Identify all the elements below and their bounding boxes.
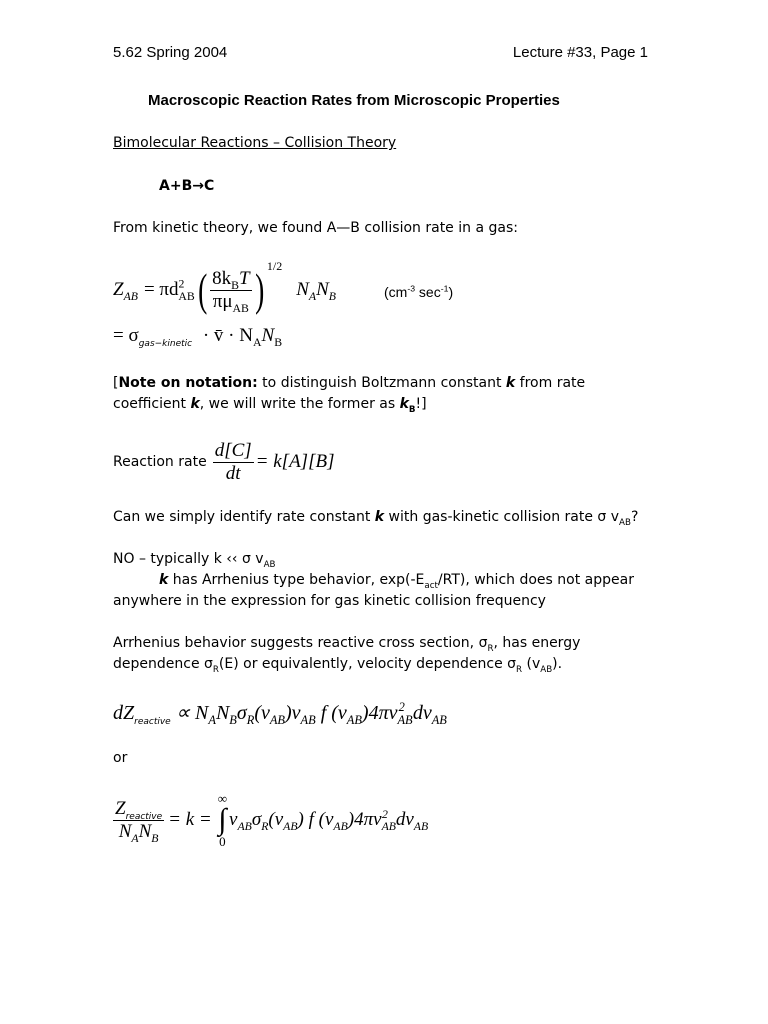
- section-heading: Bimolecular Reactions – Collision Theory: [113, 135, 397, 151]
- eq-fraction: $\frac{8k_BT}{\pi\mu_{AB}}$: [212, 267, 250, 315]
- k-eq-integrand: $v_{AB}\sigma_R(v_{AB})$ f $(v_{AB})4\pi v_{AB}^2$ $dv_{AB}$: [229, 807, 429, 833]
- collision-rate-equation: [113, 257, 336, 323]
- k-eq-equals: = k =: [168, 809, 212, 830]
- or-text: or: [113, 750, 128, 766]
- integral-sign: ∞ ∫ 0: [217, 791, 228, 849]
- left-paren: (: [197, 264, 208, 315]
- eq-lhs: $Z_{AB}$: [113, 279, 138, 303]
- k-integral-equation: [113, 790, 428, 850]
- arrhenius-line1: Arrhenius behavior suggests reactive cross section, $\sigma_R$, has energy: [113, 635, 581, 654]
- dz-reactive-equation: $dZ_{reactive} \propto N_AN_B\sigma_R(v_{AB})v_{AB}$ f $(v_{AB})4\pi v_{AB}^2$ $dv_{AB}$: [113, 700, 447, 727]
- kinetic-intro-text: From kinetic theory, we found A—B collision rate in a gas:: [113, 220, 518, 236]
- eq-exponent: 1/2: [266, 259, 283, 273]
- answer-line2: k has Arrhenius type behavior, $\exp(-E_{act}/RT)$, which does not appear: [159, 572, 634, 591]
- header-right: Lecture #33, Page 1: [512, 44, 648, 61]
- answer-line1: NO – typically k ‹‹ σ $v_{AB}$: [113, 551, 276, 570]
- reaction-equation: [159, 178, 214, 194]
- eq-tail: $N_AN_B$: [296, 279, 336, 303]
- reaction-product: C: [203, 178, 215, 194]
- rate-fraction: $\frac{d[C]}{dt}$: [214, 439, 252, 484]
- reaction-rate-label: Reaction rate: [113, 454, 207, 470]
- question-text: Can we simply identify rate constant k with gas-kinetic collision rate σ $v_{AB}$?: [113, 509, 639, 528]
- notation-note-line2: coefficient k, we will write the former as $k_B$!]: [113, 396, 427, 415]
- eq-pi-d: = $\pi d^2_{AB}$: [143, 277, 195, 303]
- header-left: 5.62 Spring 2004: [113, 44, 228, 61]
- rate-rhs: = k[A][B]: [255, 451, 335, 472]
- reaction-reactants: A+B: [159, 178, 193, 194]
- arrhenius-line2: dependence $\sigma_R(E)$ or equivalently, velocity dependence $\sigma_R$ $(v_{AB})$.: [113, 656, 563, 675]
- units-label: ($cm^{-3}$ $\sec^{-1}$): [384, 283, 454, 300]
- notation-note-line1: [Note on notation: to distinguish Boltzmann constant k from rate: [113, 375, 586, 391]
- reaction-arrow-icon: →: [192, 178, 204, 194]
- k-eq-fraction: $\frac{Z_{reactive}}{N_AN_B}$: [115, 797, 163, 845]
- reaction-rate-line: [113, 437, 334, 487]
- right-paren: ): [254, 264, 264, 315]
- answer-line3: anywhere in the expression for gas kinetic collision frequency: [113, 593, 546, 609]
- sigma-equation: = $\sigma_{gas-kinetic}$ · v̄ · $N_AN_B$: [113, 325, 283, 349]
- page-title: Macroscopic Reaction Rates from Microscopic Properties: [148, 92, 560, 109]
